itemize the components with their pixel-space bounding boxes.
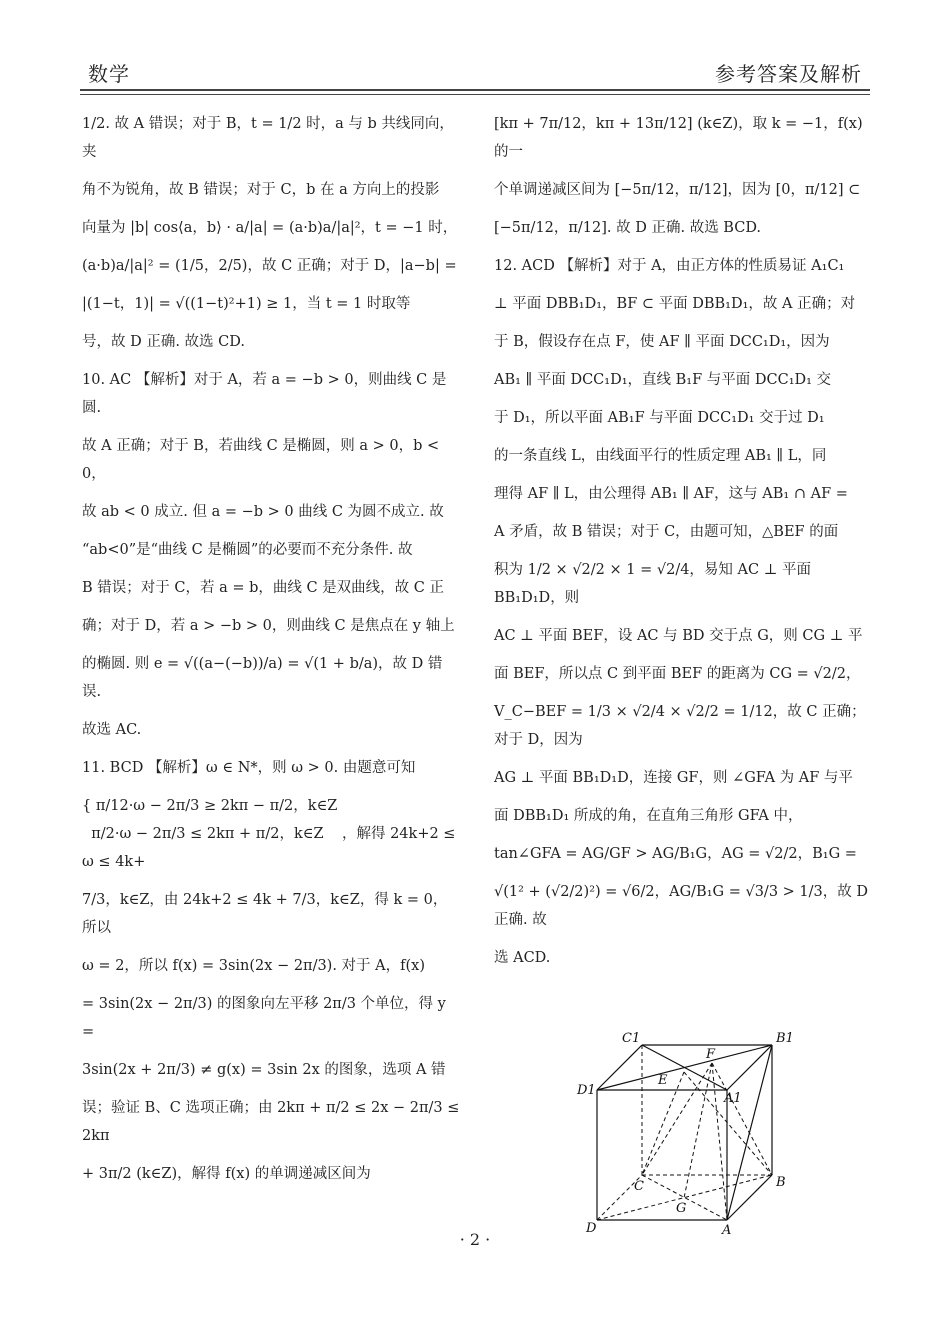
text-line: 的椭圆. 则 e = √((a−(−b))/a) = √(1 + b/a)，故 D 错误. [82, 656, 443, 700]
label-C: C [634, 1179, 644, 1194]
text-line: [−5π/12，π/12]. 故 D 正确. 故选 BCD. [494, 220, 762, 236]
text-line: B 错误；对于 C，若 a = b，曲线 C 是双曲线，故 C 正 [82, 580, 444, 596]
text-line: 理得 AF ∥ L，由公理得 AB₁ ∥ AF，这与 AB₁ ∩ AF = [494, 486, 848, 502]
text-line: 积为 1/2 × √2/2 × 1 = √2/4，易知 AC ⊥ 平面 BB₁D₁D，则 [494, 562, 816, 606]
text-line: AB₁ ∥ 平面 DCC₁D₁，直线 B₁F 与平面 DCC₁D₁ 交 [494, 372, 832, 388]
text-line: ω = 2，所以 f(x) = 3sin(2x − 2π/3). 对于 A，f(x) [82, 958, 426, 974]
question-12-answer: 12. ACD 【解析】对于 A，由正方体的性质易证 A₁C₁ [494, 258, 845, 274]
label-E: E [658, 1073, 668, 1088]
text-line: 确；对于 D，若 a > −b > 0，则曲线 C 是焦点在 y 轴上 [82, 618, 455, 634]
subject-title: 数学 [88, 62, 130, 86]
text-line: 的一条直线 L，由线面平行的性质定理 AB₁ ∥ L，同 [494, 448, 827, 464]
header-rule-thin [80, 94, 870, 95]
text-line: 故 ab < 0 成立. 但 a = −b > 0 曲线 C 为圆不成立. 故 [82, 504, 444, 520]
question-10-answer: 10. AC 【解析】对于 A，若 a = −b > 0，则曲线 C 是圆. [82, 372, 447, 416]
label-B1: B1 [776, 1031, 794, 1046]
page-number: · 2 · [459, 1230, 491, 1249]
label-A: A [722, 1223, 732, 1238]
text-line: 3sin(2x + 2π/3) ≠ g(x) = 3sin 2x 的图象，选项 A 错 [82, 1062, 446, 1078]
label-A1: A1 [724, 1091, 742, 1106]
text-line: |(1−t，1)| = √((1−t)²+1) ≥ 1，当 t = 1 时取等 [82, 296, 411, 312]
label-B: B [776, 1175, 786, 1190]
text-line: 向量为 |b| cos⟨a，b⟩ · a/|a| = (a·b)a/|a|²，t = −1 时， [82, 220, 458, 236]
header-rule [80, 89, 870, 91]
left-column [82, 110, 464, 1188]
section-title: 参考答案及解析 [715, 62, 862, 86]
text-line: 7/3，k∈Z，由 24k+2 ≤ 4k + 7/3，k∈Z，得 k = 0，所以 [82, 892, 448, 936]
text-line: ⊥ 平面 DBB₁D₁，BF ⊂ 平面 DBB₁D₁，故 A 正确；对 [494, 296, 856, 312]
text-line: 1/2. 故 A 错误；对于 B，t = 1/2 时，a 与 b 共线同向，夹 [82, 116, 454, 160]
text-line: 误；验证 B、C 选项正确；由 2kπ + π/2 ≤ 2x − 2π/3 ≤ 2kπ [82, 1100, 464, 1144]
text-line: A 矛盾，故 B 错误；对于 C，由题可知，△BEF 的面 [494, 524, 839, 540]
text-line: AC ⊥ 平面 BEF，设 AC 与 BD 交于点 G，则 CG ⊥ 平 [494, 628, 863, 644]
text-line: 面 DBB₁D₁ 所成的角，在直角三角形 GFA 中， [494, 808, 803, 824]
label-G: G [676, 1201, 687, 1216]
label-C1: C1 [622, 1031, 641, 1046]
label-D1: D1 [577, 1083, 596, 1098]
text-line: 号，故 D 正确. 故选 CD. [82, 334, 245, 350]
text-line: 面 BEF，所以点 C 到平面 BEF 的距离为 CG = √2/2， [494, 666, 861, 682]
text-line: (a·b)a/|a|² = (1/5，2/5)，故 C 正确；对于 D，|a−b| = [82, 258, 457, 274]
text-line: + 3π/2 (k∈Z)，解得 f(x) 的单调递减区间为 [82, 1166, 371, 1182]
text-line: 角不为锐角，故 B 错误；对于 C，b 在 a 方向上的投影 [82, 182, 440, 198]
text-line: 于 B，假设存在点 F，使 AF ∥ 平面 DCC₁D₁，因为 [494, 334, 830, 350]
inequality-system-line: π/2·ω − 2π/3 ≤ 2kπ + π/2，k∈Z ，解得 24k+2 ≤ ω ≤ 4k+ [82, 826, 461, 870]
label-F: F [706, 1047, 716, 1062]
right-column [494, 110, 872, 972]
text-line: tan∠GFA = AG/GF > AG/B₁G，AG = √2/2，B₁G = [494, 846, 857, 862]
text-line: 故 A 正确；对于 B，若曲线 C 是椭圆，则 a > 0，b < 0， [82, 438, 444, 482]
cube-figure [572, 1030, 802, 1242]
text-line: 个单调递减区间为 [−5π/12，π/12]，因为 [0，π/12] ⊂ [494, 182, 861, 198]
text-line: √(1² + (√2/2)²) = √6/2，AG/B₁G = √3/3 > 1/3，故 D 正确. 故 [494, 884, 873, 928]
text-line: V_C−BEF = 1/3 × √2/4 × √2/2 = 1/12，故 C 正确；对于 D，因为 [494, 704, 866, 748]
text-line: [kπ + 7π/12，kπ + 13π/12] (k∈Z)，取 k = −1，f(x) 的一 [494, 116, 868, 160]
text-line: = 3sin(2x − 2π/3) 的图象向左平移 2π/3 个单位，得 y = [82, 996, 451, 1040]
inequality-system-line: { π/12·ω − 2π/3 ≥ 2kπ − π/2，k∈Z [82, 798, 338, 814]
question-11-answer: 11. BCD 【解析】ω ∈ N*，则 ω > 0. 由题意可知 [82, 760, 416, 776]
text-line: 选 ACD. [494, 950, 551, 966]
text-line: AG ⊥ 平面 BB₁D₁D，连接 GF，则 ∠GFA 为 AF 与平 [494, 770, 853, 786]
text-line: 故选 AC. [82, 722, 142, 738]
label-D: D [586, 1221, 597, 1236]
text-line: 于 D₁，所以平面 AB₁F 与平面 DCC₁D₁ 交于过 D₁ [494, 410, 825, 426]
text-line: “ab<0”是“曲线 C 是椭圆”的必要而不充分条件. 故 [82, 542, 413, 558]
